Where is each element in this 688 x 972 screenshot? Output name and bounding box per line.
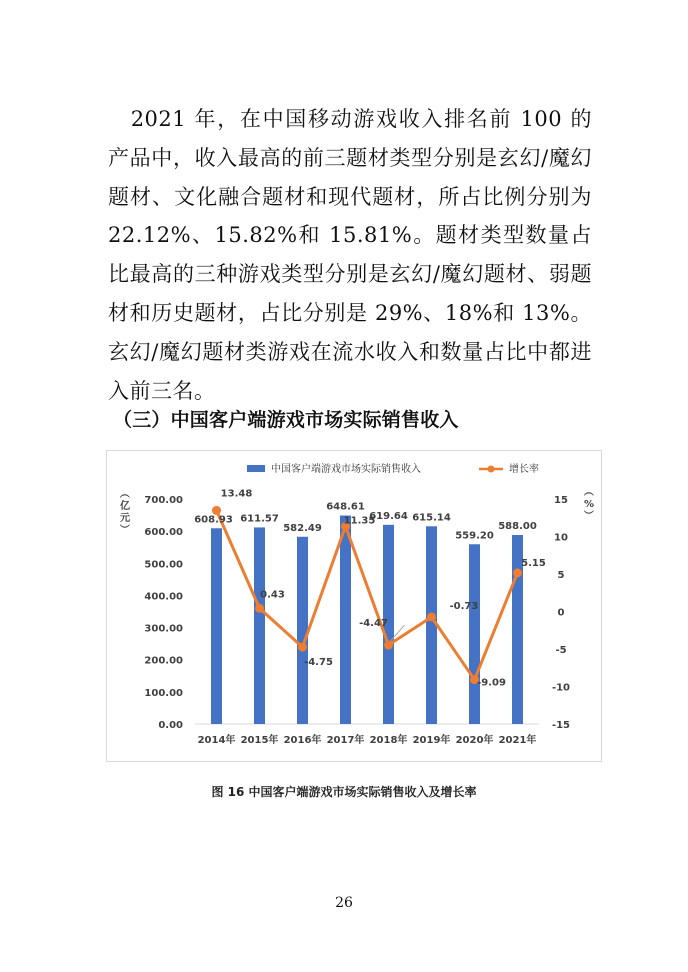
revenue-bar <box>340 516 351 724</box>
left-axis-tick: 500.00 <box>144 559 183 571</box>
right-axis-label-char: % <box>583 499 595 510</box>
left-axis-label-char: 元 <box>120 513 130 524</box>
growth-point <box>427 612 436 621</box>
growth-data-label: -4.47 <box>359 618 388 630</box>
section-title: （三）中国客户端游戏市场实际销售收入 <box>113 409 459 431</box>
growth-data-label: 0.43 <box>260 589 285 601</box>
revenue-data-label: 582.49 <box>283 522 322 534</box>
growth-data-label: 13.48 <box>220 488 253 500</box>
left-axis-tick: 400.00 <box>144 591 183 603</box>
left-axis-label-char: （ <box>118 488 129 498</box>
body-paragraph: 2021 年，在中国移动游戏收入排名前 100 的产品中，收入最高的前三题材类型分别是玄幻/魔幻题材、文化融合题材和现代题材，所占比例分别为 22.12%、15.82%和 15.81%。题材类型数量占比最高的三种游戏类型分别是玄幻/魔幻题材、弱题材和历史题材，占比分别是 29%、18%和 13%。玄幻/魔幻题材类游戏在流水收入和数量占比中都进入前三名。 <box>108 107 592 403</box>
legend-label-growth: 增长率 <box>509 464 539 475</box>
growth-point <box>513 568 522 577</box>
revenue-bar <box>254 527 265 724</box>
legend-swatch-revenue <box>247 465 265 472</box>
x-tick-label: 2019年 <box>412 735 451 746</box>
growth-data-label: -0.73 <box>449 600 479 612</box>
revenue-data-label: 611.57 <box>240 513 279 525</box>
revenue-bar <box>211 528 222 724</box>
left-axis-label-char: 亿 <box>120 501 130 512</box>
left-axis-tick: 700.00 <box>144 495 183 506</box>
figure-caption: 图 16 中国客户端游戏市场实际销售收入及增长率 <box>211 785 477 799</box>
right-axis-label-char: ） <box>582 510 593 520</box>
x-tick-label: 2017年 <box>326 735 365 746</box>
revenue-data-label: 648.61 <box>326 501 365 513</box>
x-tick-label: 2015年 <box>240 735 279 746</box>
revenue-data-label: 559.20 <box>455 530 494 542</box>
left-axis-tick: 200.00 <box>144 655 183 667</box>
x-tick-label: 2018年 <box>369 735 408 746</box>
right-axis-label-char: （ <box>582 486 593 496</box>
growth-point <box>255 604 264 613</box>
x-tick-label: 2014年 <box>197 735 236 746</box>
page-number: 26 <box>335 895 353 911</box>
growth-point <box>384 641 393 650</box>
legend-label-revenue: 中国客户端游戏市场实际销售收入 <box>271 464 421 475</box>
combo-chart <box>107 451 601 761</box>
revenue-bar <box>297 537 308 724</box>
right-axis-tick: -15 <box>551 720 571 731</box>
left-axis-tick: 100.00 <box>144 687 183 699</box>
right-axis-tick: -10 <box>551 682 571 694</box>
growth-data-label: -4.75 <box>304 657 333 669</box>
left-axis-tick: 0.00 <box>158 720 183 731</box>
right-axis-tick: 10 <box>554 532 568 544</box>
revenue-data-label: 608.93 <box>194 514 233 526</box>
x-tick-label: 2020年 <box>455 735 494 746</box>
revenue-data-label: 588.00 <box>498 521 537 532</box>
chart-container <box>106 450 602 762</box>
growth-data-label: 5.15 <box>521 557 546 569</box>
growth-data-label: -9.09 <box>477 677 506 689</box>
left-axis-tick: 300.00 <box>144 623 183 635</box>
revenue-data-label: 619.64 <box>369 510 408 522</box>
revenue-bar <box>469 544 480 724</box>
legend-marker-growth <box>488 466 495 473</box>
growth-data-label: 11.35 <box>343 515 376 527</box>
x-tick-label: 2016年 <box>283 735 322 746</box>
right-axis-tick: 15 <box>554 495 568 506</box>
left-axis-label-char: ） <box>118 524 129 534</box>
growth-point <box>298 643 307 652</box>
right-axis-tick: 0 <box>557 607 565 619</box>
x-tick-label: 2021年 <box>498 735 537 746</box>
right-axis-tick: -5 <box>555 645 567 656</box>
left-axis-tick: 600.00 <box>144 527 183 539</box>
right-axis-tick: 5 <box>557 570 565 581</box>
revenue-data-label: 615.14 <box>412 512 451 524</box>
